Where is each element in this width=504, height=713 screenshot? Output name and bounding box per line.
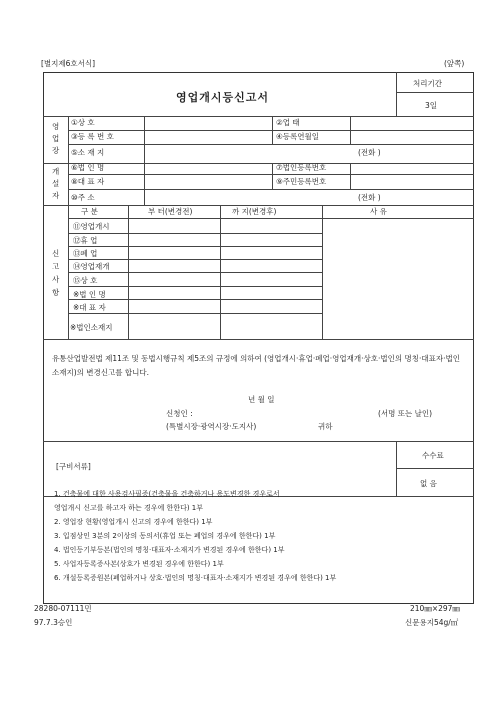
page-side: (앞쪽) — [444, 59, 465, 68]
opener-phone: (전화 ) — [358, 193, 381, 202]
report-item: ⑪영업개시 — [73, 222, 110, 231]
form-number: [별지제6호서식] — [41, 59, 96, 68]
doc-item: 5. 사업자등록증사본(상호가 변경된 경우에 한한다) 1부 — [54, 560, 224, 568]
processing-period-value: 3일 — [425, 101, 438, 110]
form-title: 영업개시등신고서 — [176, 91, 270, 104]
form-code: 28280-07111민 — [34, 604, 92, 613]
opener-label-3: 자 — [52, 191, 60, 200]
opener-label-2: 설 — [52, 179, 60, 188]
business-phone: (전화 ) — [358, 148, 381, 157]
date-line: 년 월 일 — [248, 395, 275, 404]
recipient-label: (특별시장·광역시장·도지사) — [166, 422, 257, 431]
report-label-2: 고 — [52, 262, 60, 271]
header-category: 구 분 — [81, 207, 98, 216]
reg-date-label: ④등록연월일 — [276, 132, 319, 141]
report-item: ※대 표 자 — [73, 303, 106, 312]
report-item: ※법인소재지 — [70, 323, 113, 332]
paper-type: 신문용지54g/㎡ — [405, 618, 459, 627]
report-label-4: 항 — [52, 288, 60, 297]
report-item: ⑫휴 업 — [73, 236, 98, 245]
business-label-2: 업 — [52, 134, 60, 143]
report-item: ⑮상 호 — [73, 276, 98, 285]
doc-item: 6. 개설등록증원본(폐업하거나 상호·법인의 명칭·대표자·소재지가 변경된 경우에 한한다) 1부 — [54, 574, 337, 582]
recipient-suffix: 귀하 — [318, 422, 333, 431]
report-label-1: 신 — [52, 249, 60, 258]
header-reason: 사 유 — [370, 207, 387, 216]
report-label-3: 사 — [52, 275, 60, 284]
reg-number-label: ③등 록 번 호 — [71, 132, 114, 141]
resident-number-label: ⑨주민등록번호 — [276, 177, 327, 186]
business-label-1: 영 — [52, 122, 60, 131]
location-label: ⑤소 재 지 — [71, 148, 105, 157]
representative-label: ⑧대 표 자 — [71, 177, 105, 186]
corp-name-label: ⑥법 인 명 — [71, 163, 105, 172]
fee-value: 없 음 — [420, 479, 437, 488]
corp-reg-label: ⑦법인등록번호 — [276, 163, 327, 172]
applicant-label: 신청인 : — [166, 409, 193, 418]
address-label: ⑩주 소 — [71, 193, 95, 202]
business-label-3: 장 — [52, 146, 60, 155]
header-after: 까 지(변경후) — [232, 207, 277, 216]
legal-statement: 유통산업발전법 제11조 및 동법시행규칙 제5조의 규정에 의하여 (영업개시·휴업·폐업·영업재개·상호·법인의 명칭·대표자·법인소재지)의 변경신고를 합니다. — [52, 354, 461, 377]
report-item: ⑬폐 업 — [73, 249, 98, 258]
doc-item: 1. 건축물에 대한 사용검사필증(건축물을 건축하거나 용도변경한 경우로서 — [54, 490, 280, 498]
doc-item: 2. 영업장 현황(영업개시 신고의 경우에 한한다) 1부 — [54, 518, 213, 526]
report-item: ⑭영업재개 — [73, 262, 110, 271]
business-type-label: ②업 태 — [276, 118, 300, 127]
fee-label: 수수료 — [422, 451, 444, 460]
signature-label: (서명 또는 날인) — [378, 409, 433, 418]
report-item: ※법 인 명 — [73, 290, 106, 299]
doc-item: 영업개시 신고를 하고자 하는 경우에 한한다) 1부 — [54, 504, 204, 512]
processing-period-label: 처리기간 — [413, 79, 442, 88]
approval-date: 97.7.3승인 — [34, 618, 73, 627]
business-name-label: ①상 호 — [71, 118, 95, 127]
doc-item: 4. 법인등기부등본(법인의 명칭·대표자·소재지가 변경된 경우에 한한다) 1부 — [54, 546, 285, 554]
docs-title: [구비서류] — [56, 462, 91, 471]
doc-item: 3. 입점상인 3분의 2이상의 동의서(휴업 또는 폐업의 경우에 한한다) 1부 — [54, 532, 276, 540]
header-before: 부 터(변경전) — [148, 207, 193, 216]
paper-size: 210㎜×297㎜ — [410, 604, 460, 613]
opener-label-1: 개 — [52, 167, 60, 176]
